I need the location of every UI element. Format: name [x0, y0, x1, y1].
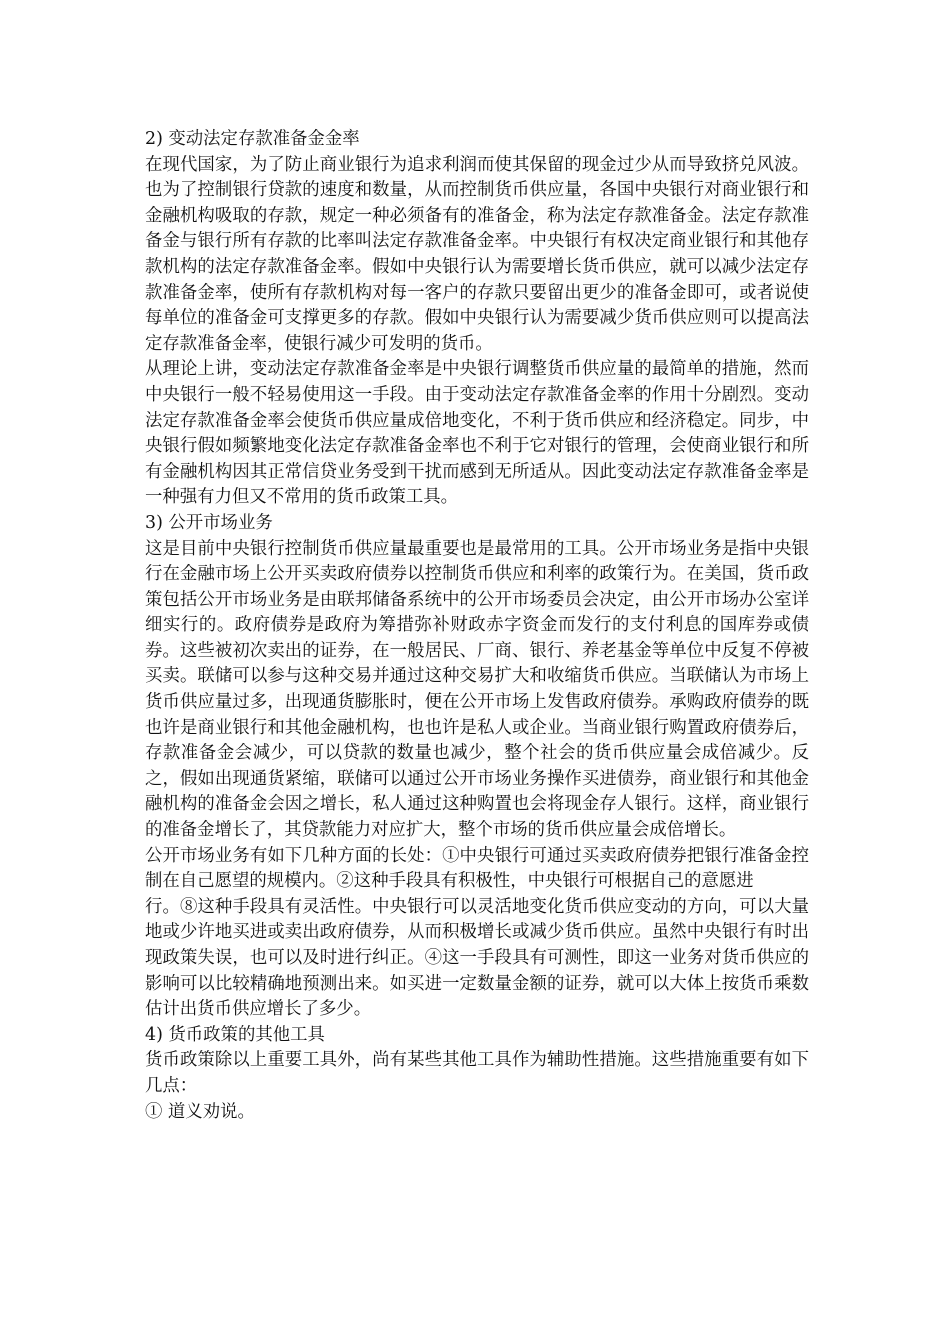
- paragraph-reserve-definition: 在现代国家，为了防止商业银行为追求利润而使其保留的现金过少从而导致挤兑风波。也为了控制银行贷款的速度和数量，从而控制货币供应量，各国中央银行对商业银行和金融机构吸取的存款，规定一种必须备有的准备金，称为法定存款准备金。法定存款准备金与银行所有存款的比率叫法定存款准备金率。中央银行有权决定商业银行和其他存款机构的法定存款准备金率。假如中央银行认为需要增长货币供应，就可以减少法定存款准备金率，使所有存款机构对每一客户的存款只要留出更少的准备金即可，或者说使每单位的准备金可支撑更多的存款。假如中央银行认为需要减少货币供应则可以提高法定存款准备金率，使银行减少可发明的货币。: [145, 154, 809, 354]
- paragraph-open-market-description: 这是目前中央银行控制货币供应量最重要也是最常用的工具。公开市场业务是指中央银行在金融市场上公开买卖政府债券以控制货币供应和利率的政策行为。在美国，货币政策包括公开市场业务是由联邦储备系统中的公开市场委员会决定，由公开市场办公室详细实行的。政府债券是政府为筹措弥补财政赤字资金而发行的支付利息的国库券或债券。这些被初次卖出的证券，在一般居民、厂商、银行、养老基金等单位中反复不停被买卖。联储可以参与这种交易并通过这种交易扩大和收缩货币供应。当联储认为市场上货币供应量过多，出现通货膨胀时，便在公开市场上发售政府债券。承购政府债券的既也许是商业银行和其他金融机构，也也许是私人或企业。当商业银行购置政府债券后，存款准备金会减少，可以贷款的数量也减少，整个社会的货币供应量会成倍减少。反之，假如出现通货紧缩，联储可以通过公开市场业务操作买进债券，商业银行和其他金融机构的准备金会因之增长，私人通过这种购置也会将现金存人银行。这样，商业银行的准备金增长了，其贷款能力对应扩大，整个市场的货币供应量会成倍增长。: [145, 538, 809, 841]
- paragraph-open-market-advantages-intro: 公开市场业务有如下几种方面的长处：①中央银行可通过买卖政府债券把银行准备金控制在自己愿望的规模内。②这种手段具有积极性，中央银行可根据自己的意愿进: [145, 845, 809, 892]
- paragraph-open-market-advantages-rest: 行。⑧这种手段具有灵活性。中央银行可以灵活地变化货币供应变动的方向，可以大量地或少许地买进或卖出政府债券，从而积极增长或减少货币供应。虽然中央银行有时出现政策失误，也可以及时进行纠正。④这一手段具有可测性，即这一业务对货币供应的影响可以比较精确地预测出来。如买进一定数量金额的证券，就可以大体上按货币乘数估计出货币供应增长了多少。: [145, 896, 809, 1020]
- paragraph-reserve-theory: 从理论上讲，变动法定存款准备金率是中央银行调整货币供应量的最简单的措施，然而中央银行一般不轻易使用这一手段。由于变动法定存款准备金率的作用十分剧烈。变动法定存款准备金率会使货币供应量成倍地变化，不利于货币供应和经济稳定。同步，中央银行假如频繁地变化法定存款准备金率也不利于它对银行的管理，会使商业银行和所有金融机构因其正常信贷业务受到干扰而感到无所适从。因此变动法定存款准备金率是一种强有力但又不常用的货币政策工具。: [145, 359, 809, 508]
- section-heading-reserve-ratio: 2) 变动法定存款准备金金率: [145, 129, 360, 149]
- section-heading-other-tools: 4) 货币政策的其他工具: [145, 1024, 325, 1045]
- section-heading-open-market: 3) 公开市场业务: [145, 512, 273, 533]
- document-body: [145, 127, 809, 1125]
- list-item-moral-suasion: ① 道义劝说。: [145, 1101, 255, 1122]
- paragraph-other-tools-intro: 货币政策除以上重要工具外，尚有某些其他工具作为辅助性措施。这些措施重要有如下几点：: [145, 1050, 809, 1096]
